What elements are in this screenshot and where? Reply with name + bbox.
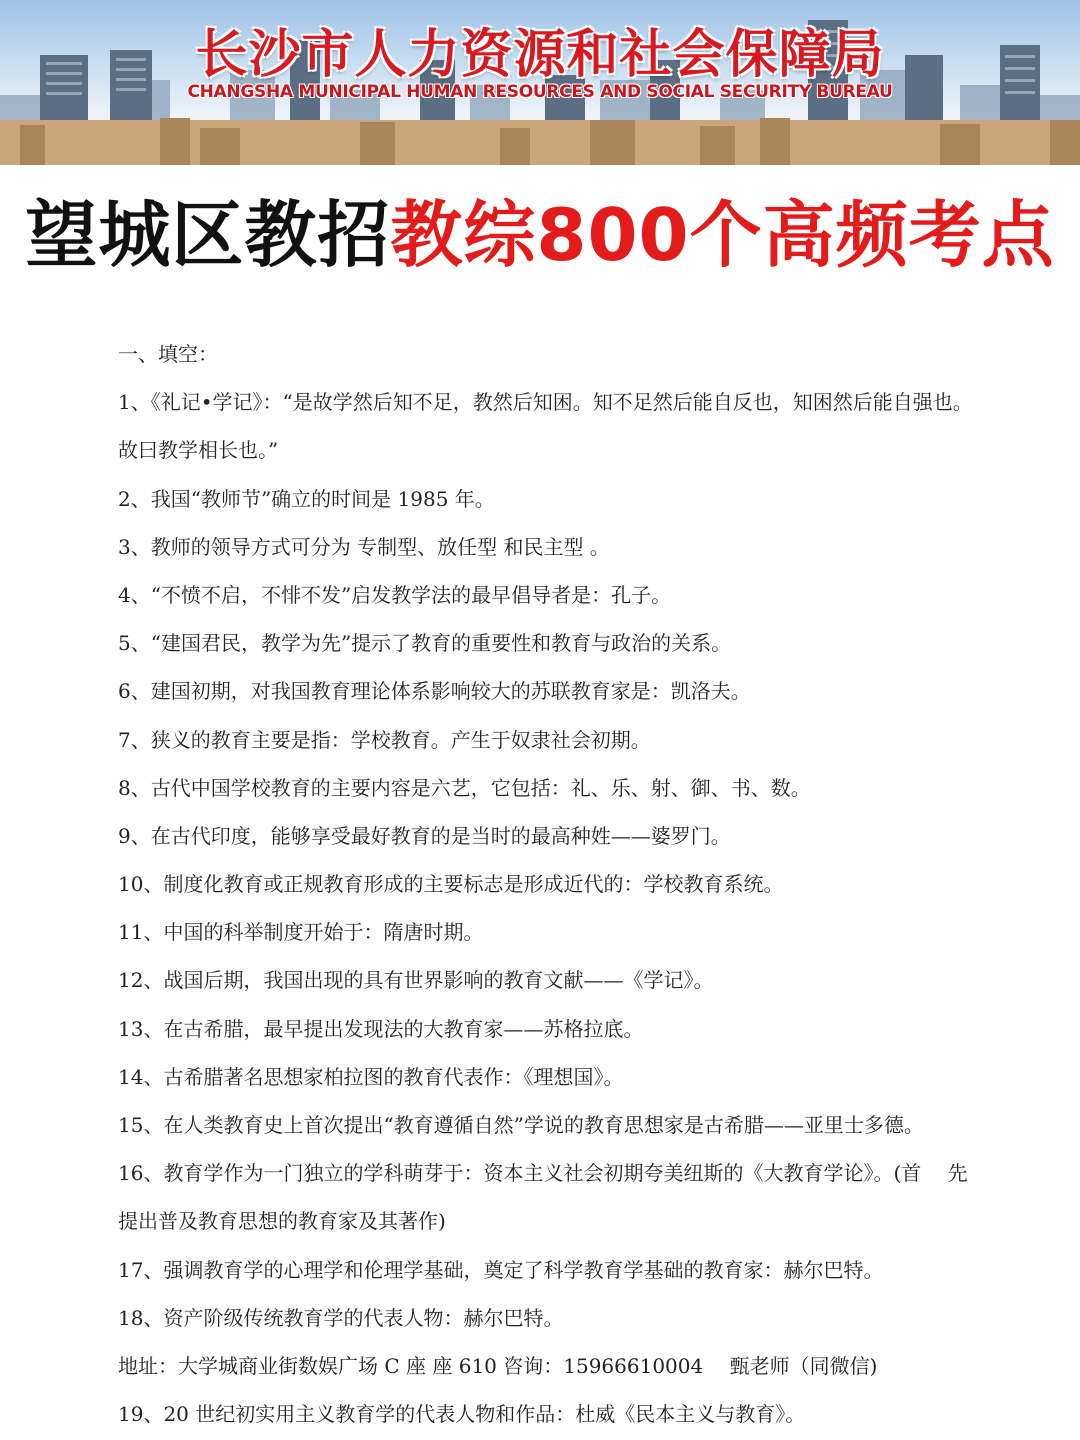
header-banner bbox=[0, 0, 1080, 165]
list-item: 2、我国“教师节”确立的时间是 1985 年。 bbox=[118, 486, 495, 511]
list-item: 12、战国后期，我国出现的具有世界影响的教育文献——《学记》。 bbox=[118, 968, 714, 993]
bureau-name: 长沙市人力资源和社会保障局 bbox=[195, 25, 885, 85]
list-item: 7、狭义的教育主要是指：学校教育。产生于奴隶社会初期。 bbox=[118, 727, 651, 752]
study-notes bbox=[118, 330, 998, 1438]
page-title-red: 教综800个高频考点 bbox=[390, 193, 1055, 277]
list-item: 14、古希腊著名思想家柏拉图的教育代表作：《理想国》。 bbox=[118, 1064, 624, 1089]
list-item: 3、教师的领导方式可分为 专制型、放任型 和民主型 。 bbox=[118, 534, 610, 559]
page-title bbox=[0, 190, 1080, 280]
list-item: 6、建国初期，对我国教育理论体系影响较大的苏联教育家是：凯洛夫。 bbox=[118, 679, 751, 704]
list-item: 11、中国的科举制度开始于：隋唐时期。 bbox=[118, 920, 484, 945]
list-item: 19、20 世纪初实用主义教育学的代表人物和作品：杜威《民本主义与教育》。 bbox=[118, 1402, 806, 1427]
list-item: 8、古代中国学校教育的主要内容是六艺，它包括：礼、乐、射、御、书、数。 bbox=[118, 775, 811, 800]
bureau-english-name: CHANGSHA MUNICIPAL HUMAN RESOURCES AND SOCIAL SECURITY BUREAU bbox=[187, 82, 893, 102]
list-item: 9、在古代印度，能够享受最好教育的是当时的最高种姓——婆罗门。 bbox=[118, 823, 731, 848]
list-item: 17、强调教育学的心理学和伦理学基础，奠定了科学教育学基础的教育家：赫尔巴特。 bbox=[118, 1257, 884, 1282]
list-item: 故曰教学相长也。” bbox=[118, 438, 279, 463]
list-item: 4、“不愤不启，不悱不发”启发教学法的最早倡导者是：孔子。 bbox=[118, 582, 672, 607]
list-item: 18、资产阶级传统教育学的代表人物：赫尔巴特。 bbox=[118, 1305, 564, 1330]
contact-address: 地址：大学城商业街数娱广场 C 座 座 610 咨询：15966610004 甄老师（同微信) bbox=[118, 1353, 878, 1378]
list-item: 10、制度化教育或正规教育形成的主要标志是形成近代的：学校教育系统。 bbox=[118, 872, 784, 897]
list-item: 15、在人类教育史上首次提出“教育遵循自然”学说的教育思想家是古希腊——亚里士多德。 bbox=[118, 1113, 924, 1137]
section-heading: 一、填空： bbox=[118, 342, 218, 366]
list-item: 13、在古希腊，最早提出发现法的大教育家——苏格拉底。 bbox=[118, 1016, 644, 1041]
list-item: 提出普及教育思想的教育家及其著作) bbox=[118, 1209, 446, 1234]
page-title-black: 望城区教招 bbox=[25, 193, 391, 277]
list-item: 5、“建国君民，教学为先”提示了教育的重要性和教育与政治的关系。 bbox=[118, 631, 732, 656]
list-item: 1、《礼记•学记》：“是故学然后知不足，教然后知困。知不足然后能自反也，知困然后能自强也。 bbox=[118, 390, 973, 415]
list-item: 16、教育学作为一门独立的学科萌芽于：资本主义社会初期夸美纽斯的《大教育学论》。(首 先 bbox=[118, 1161, 968, 1186]
